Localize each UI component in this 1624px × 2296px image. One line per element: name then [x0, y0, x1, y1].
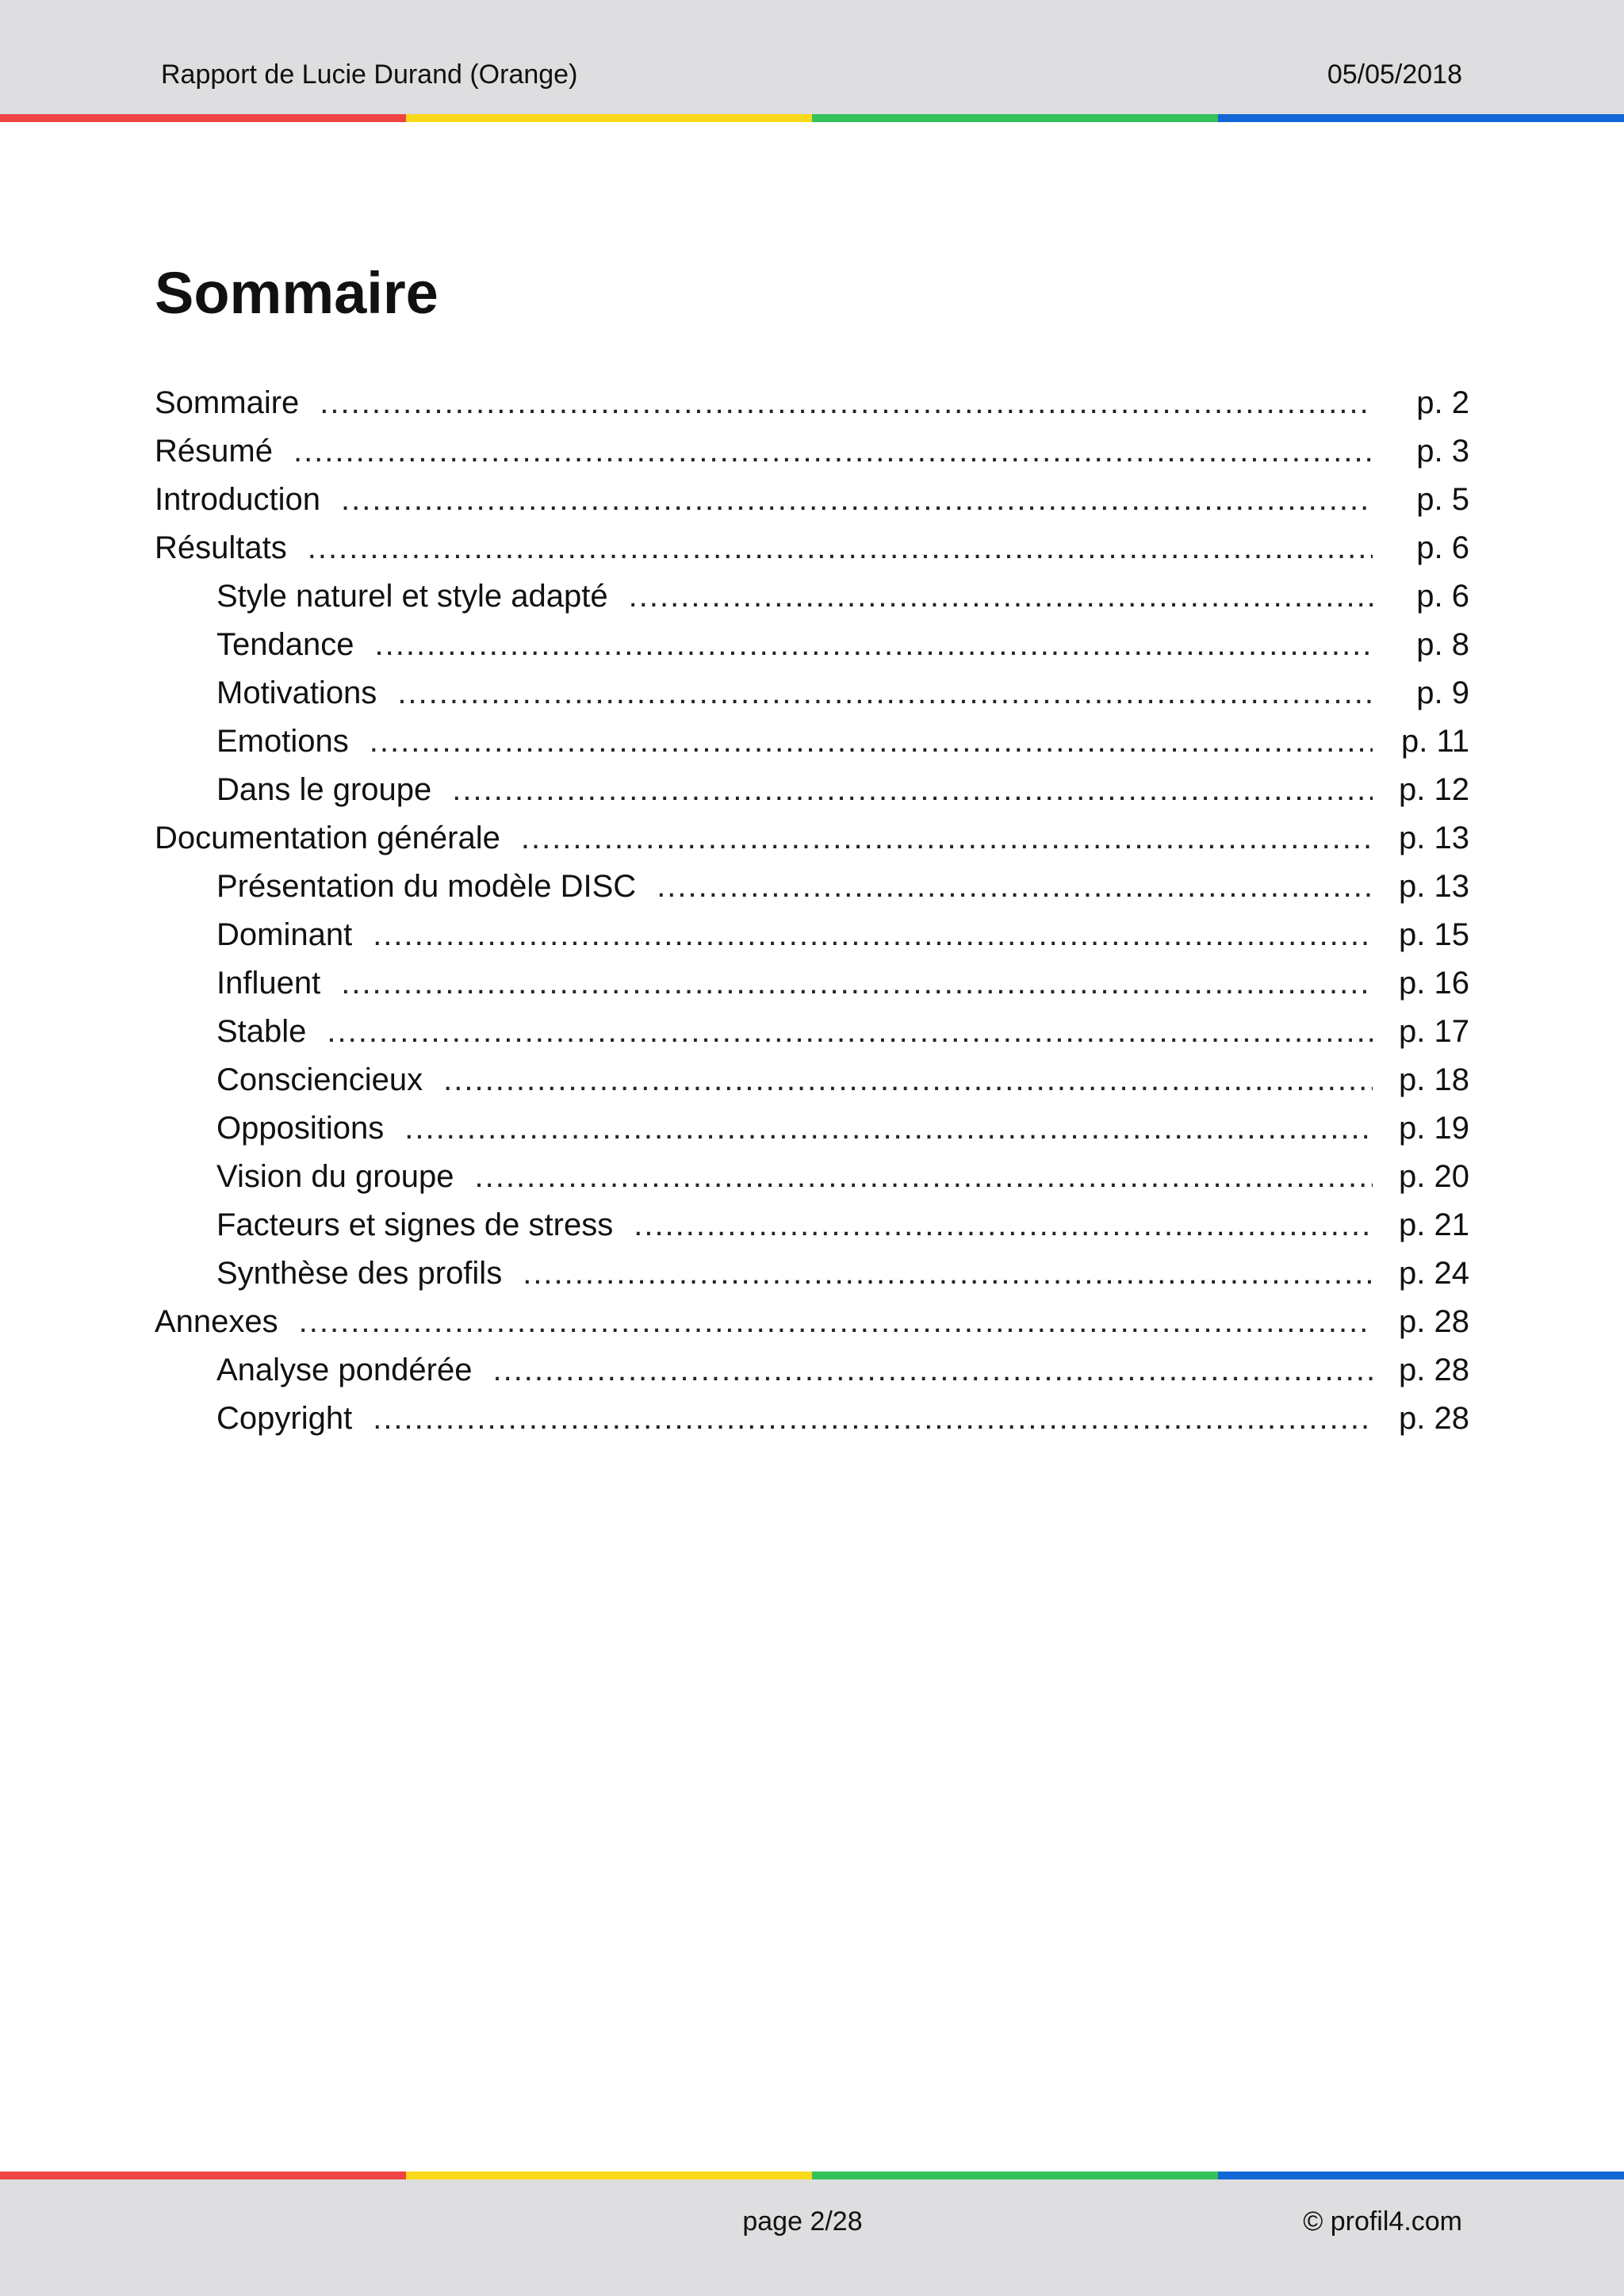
toc-entry-label: Oppositions — [216, 1111, 385, 1146]
toc-entry-page: p. 28 — [1399, 1304, 1469, 1339]
toc-entry-page: p. 11 — [1401, 724, 1469, 759]
stripe-yellow-segment — [406, 114, 812, 122]
toc-entry[interactable] — [155, 1249, 1469, 1298]
toc-dot-leader — [475, 1153, 1373, 1201]
stripe-green-segment — [812, 114, 1218, 122]
toc-entry-label: Synthèse des profils — [216, 1256, 503, 1291]
toc-entry[interactable] — [155, 814, 1469, 863]
toc-entry-label: Motivations — [216, 675, 377, 710]
toc-entry-page: p. 12 — [1399, 772, 1469, 807]
toc-dot-leader — [492, 1346, 1373, 1395]
toc-entry-label: Résumé — [155, 434, 273, 469]
toc-dot-leader — [397, 669, 1373, 718]
toc-entry-page: p. 24 — [1399, 1256, 1469, 1291]
toc-entry-page: p. 3 — [1416, 434, 1469, 469]
toc-entry-label: Dominant — [216, 917, 353, 952]
toc-dot-leader — [308, 524, 1373, 572]
toc-entry[interactable] — [155, 766, 1469, 814]
toc-entry-label: Annexes — [155, 1304, 278, 1339]
toc-entry-page: p. 19 — [1399, 1111, 1469, 1146]
page-header — [0, 0, 1624, 114]
stripe-red-segment — [0, 2172, 406, 2179]
toc-entry-label: Copyright — [216, 1401, 353, 1436]
toc-dot-leader — [404, 1104, 1373, 1153]
stripe-green-segment — [812, 2172, 1218, 2179]
toc-entry-page: p. 28 — [1399, 1353, 1469, 1387]
toc-entry-label: Tendance — [216, 627, 354, 662]
copyright-notice: © profil4.com — [1303, 2206, 1462, 2237]
toc-entry[interactable] — [155, 427, 1469, 476]
toc-entry[interactable] — [155, 718, 1469, 766]
toc-dot-leader — [521, 814, 1373, 863]
toc-entry[interactable] — [155, 1346, 1469, 1395]
toc-dot-leader — [320, 379, 1373, 427]
toc-entry-page: p. 13 — [1399, 869, 1469, 904]
toc-entry-label: Vision du groupe — [216, 1159, 454, 1194]
toc-dot-leader — [299, 1298, 1373, 1346]
toc-entry-label: Style naturel et style adapté — [216, 579, 608, 614]
toc-entry-label: Emotions — [216, 724, 349, 759]
toc-entry-page: p. 28 — [1399, 1401, 1469, 1436]
report-title: Rapport de Lucie Durand (Orange) — [161, 59, 578, 90]
toc-entry-label: Présentation du modèle DISC — [216, 869, 637, 904]
toc-entry-label: Documentation générale — [155, 821, 500, 855]
toc-entry-label: Stable — [216, 1014, 307, 1049]
toc-entry[interactable] — [155, 1008, 1469, 1056]
toc-dot-leader — [341, 476, 1373, 524]
page-footer — [0, 2179, 1624, 2296]
toc-entry-page: p. 21 — [1399, 1207, 1469, 1242]
toc-entry-label: Analyse pondérée — [216, 1353, 473, 1387]
toc-entry-page: p. 6 — [1416, 530, 1469, 565]
toc-entry[interactable] — [155, 379, 1469, 427]
toc-dot-leader — [657, 863, 1373, 911]
toc-entry[interactable] — [155, 1395, 1469, 1443]
toc-dot-leader — [523, 1249, 1373, 1298]
footer-color-stripe — [0, 2172, 1624, 2179]
toc-entry-label: Influent — [216, 966, 321, 1001]
toc-entry-label: Dans le groupe — [216, 772, 432, 807]
toc-dot-leader — [341, 959, 1373, 1008]
toc-dot-leader — [443, 1056, 1373, 1104]
toc-entry-page: p. 6 — [1416, 579, 1469, 614]
toc-entry[interactable] — [155, 911, 1469, 959]
toc-dot-leader — [629, 572, 1373, 621]
toc-entry-label: Consciencieux — [216, 1062, 423, 1097]
toc-dot-leader — [452, 766, 1373, 814]
toc-dot-leader — [327, 1008, 1373, 1056]
toc-dot-leader — [374, 621, 1373, 669]
toc-dot-leader — [373, 1395, 1373, 1443]
stripe-red-segment — [0, 114, 406, 122]
toc-entry-page: p. 17 — [1399, 1014, 1469, 1049]
toc-entry[interactable] — [155, 1298, 1469, 1346]
toc-entry[interactable] — [155, 572, 1469, 621]
toc-entry[interactable] — [155, 669, 1469, 718]
toc-entry-page: p. 5 — [1416, 482, 1469, 517]
toc-entry[interactable] — [155, 1153, 1469, 1201]
toc-entry-page: p. 8 — [1416, 627, 1469, 662]
toc-dot-leader — [634, 1201, 1373, 1249]
toc-entry-page: p. 18 — [1399, 1062, 1469, 1097]
stripe-yellow-segment — [406, 2172, 812, 2179]
toc-entry[interactable] — [155, 476, 1469, 524]
toc-entry-page: p. 2 — [1416, 385, 1469, 420]
toc-heading: Sommaire — [155, 260, 439, 326]
page-indicator: page 2/28 — [742, 2206, 863, 2237]
stripe-blue-segment — [1218, 2172, 1624, 2179]
toc-entry-page: p. 20 — [1399, 1159, 1469, 1194]
toc-entry[interactable] — [155, 1201, 1469, 1249]
toc-entry-label: Introduction — [155, 482, 321, 517]
toc-entry[interactable] — [155, 524, 1469, 572]
toc-dot-leader — [293, 427, 1373, 476]
toc-entry-label: Sommaire — [155, 385, 300, 420]
toc-entry[interactable] — [155, 1056, 1469, 1104]
toc-entry[interactable] — [155, 863, 1469, 911]
toc-dot-leader — [373, 911, 1373, 959]
toc-entry-page: p. 13 — [1399, 821, 1469, 855]
toc-entry[interactable] — [155, 621, 1469, 669]
toc-entry-page: p. 9 — [1416, 675, 1469, 710]
toc-list — [155, 379, 1469, 1443]
stripe-blue-segment — [1218, 114, 1624, 122]
toc-entry[interactable] — [155, 959, 1469, 1008]
report-date: 05/05/2018 — [1327, 59, 1462, 90]
toc-entry-page: p. 15 — [1399, 917, 1469, 952]
toc-entry[interactable] — [155, 1104, 1469, 1153]
toc-dot-leader — [370, 718, 1373, 766]
toc-entry-label: Facteurs et signes de stress — [216, 1207, 614, 1242]
toc-entry-page: p. 16 — [1399, 966, 1469, 1001]
header-color-stripe — [0, 114, 1624, 122]
toc-entry-label: Résultats — [155, 530, 287, 565]
table-of-contents — [155, 258, 1469, 1443]
